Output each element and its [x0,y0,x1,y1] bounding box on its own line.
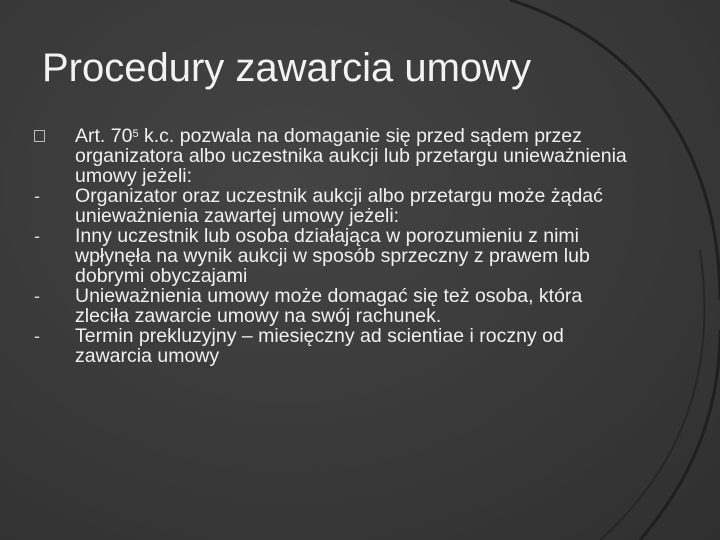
bullet-list [34,126,634,366]
list-item [34,226,634,286]
item-text: Termin prekluzyjny – miesięczny ad scientiae i roczny od zawarcia umowy [75,325,564,367]
dash-bullet-icon: - [34,326,40,346]
list-item [34,326,634,366]
list-item [34,286,634,326]
item-text: Art. $70^5$ k.c. pozwala na domaganie się przed sądem przez organizatora albo uczestnika aukcji lub przetargu unieważnienia umowy jeżeli: [75,125,627,187]
item-text: Organizator oraz uczestnik aukcji albo przetargu może żądać unieważnienia zawartej umowy jeżeli: [75,185,603,227]
square-bullet-icon [34,130,45,142]
dash-bullet-icon: - [34,226,40,246]
superscript: 5 [132,128,139,140]
dash-bullet-icon: - [34,286,40,306]
arc-line-bottom [640,330,720,540]
slide-title: Procedury zawarcia umowy [42,46,532,90]
item-text: Inny uczestnik lub osoba działająca w porozumieniu z nimi wpłynęła na wynik aukcji w sposób sprzeczny z prawem lub dobrymi obyczajami [75,225,590,287]
list-item [34,186,634,226]
item-text: Unieważnienia umowy może domagać się też osoba, która zleciła zawarcie umowy na swój rachunek. [75,285,583,327]
dash-bullet-icon: - [34,186,40,206]
list-item [34,126,634,186]
